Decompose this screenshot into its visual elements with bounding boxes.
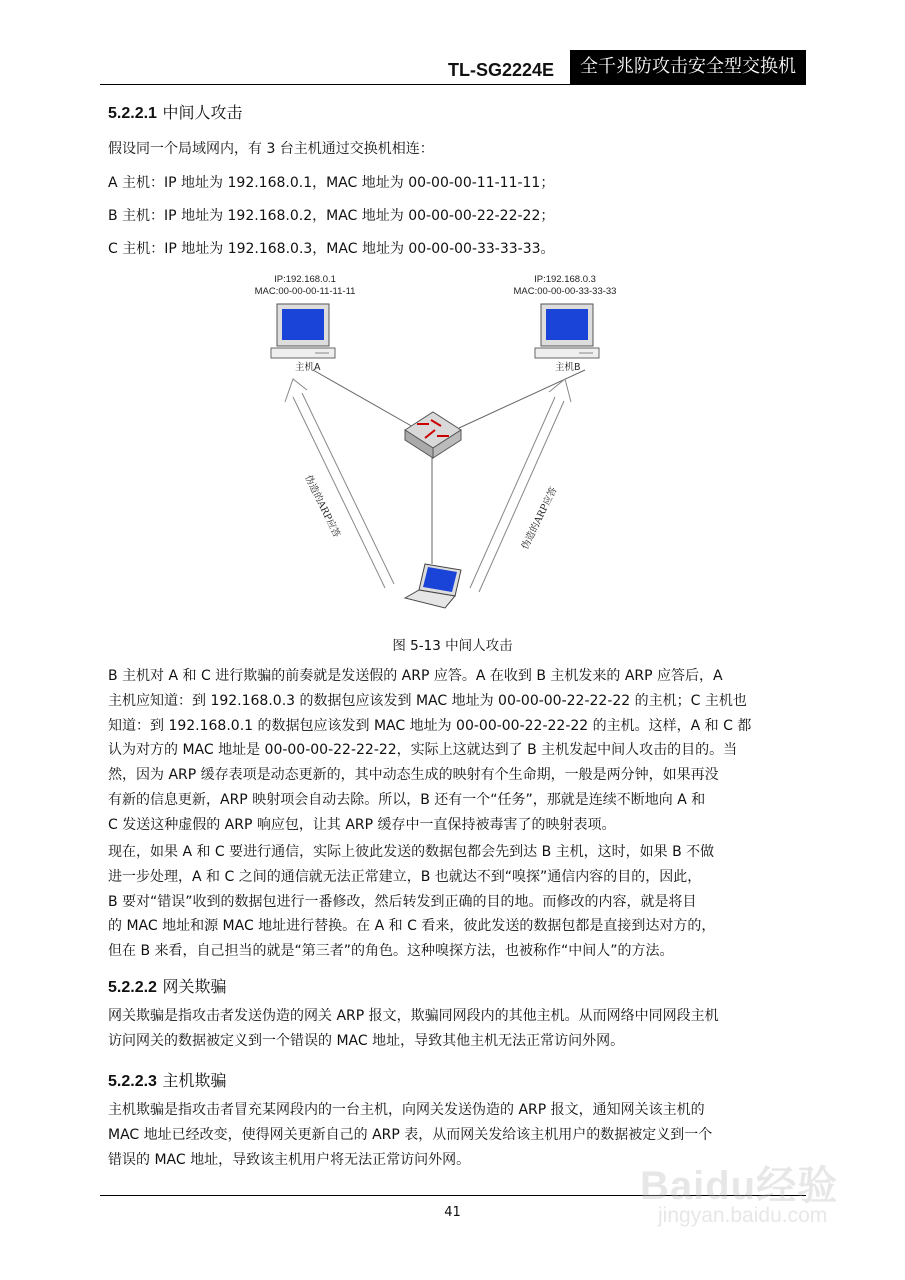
paragraph-line: C 发送这种虚假的 ARP 响应包，让其 ARP 缓存中一直保持被毒害了的映射表项。 xyxy=(108,816,616,833)
paragraph-line: 访问网关的数据被定义到一个错误的 MAC 地址，导致其他主机无法正常访问外网。 xyxy=(108,1032,625,1049)
mitm-diagram-svg xyxy=(254,262,645,622)
paragraph-line: 网关欺骗是指攻击者发送伪造的网关 ARP 报文，欺骗同网段内的其他主机。从而网络中同网段主机 xyxy=(108,1008,719,1024)
paragraph-line: MAC 地址已经改变，使得网关更新自己的 ARP 表，从而网关发给该主机用户的数据被定义到一个 xyxy=(108,1126,713,1143)
paragraph-line: 错误的 MAC 地址，导致该主机用户将无法正常访问外网。 xyxy=(108,1151,471,1168)
section-heading-mitm xyxy=(108,100,243,123)
paragraph-line: 知道：到 192.168.0.1 的数据包应该发到 MAC 地址为 00-00-00-22-22-22 的主机。这样，A 和 C 都 xyxy=(108,717,752,734)
paragraph-arp-spoof xyxy=(108,664,798,838)
laptop-b-icon xyxy=(405,564,461,608)
host-c-line: C 主机：IP 地址为 192.168.0.3，MAC 地址为 00-00-00-33-33-33。 xyxy=(108,241,555,257)
host-c-ip-label: IP:192.168.0.3 xyxy=(534,274,596,285)
section-heading-host xyxy=(108,1068,227,1091)
header-model: TL-SG2224E xyxy=(448,60,555,80)
watermark-url: jingyan.baidu.com xyxy=(658,1204,828,1227)
computer-c-icon xyxy=(535,304,599,358)
paragraph-line: 有新的信息更新，ARP 映射项会自动去除。所以，B 还有一个“任务”，那就是连续不断地向 A 和 xyxy=(108,791,706,808)
paragraph-sniffing xyxy=(108,840,798,964)
section-title: 中间人攻击 xyxy=(162,103,243,122)
paragraph-line: 主机应知道：到 192.168.0.3 的数据包应该发到 MAC 地址为 00-00-00-22-22-22 的主机；C 主机也 xyxy=(108,692,747,709)
arrow-right xyxy=(470,379,571,592)
intro-text: 假设同一个局域网内，有 3 台主机通过交换机相连： xyxy=(108,141,434,157)
host-a-mac-label: MAC:00-00-00-11-11-11 xyxy=(254,286,356,297)
header-divider xyxy=(100,84,806,85)
paragraph-line: 然，因为 ARP 缓存表项是动态更新的，其中动态生成的映射有个生命期，一般是两分钟，如果再没 xyxy=(108,767,719,784)
paragraph-line: 进一步处理，A 和 C 之间的通信就无法正常建立，B 也就达不到“嗅探”通信内容的目的，因此， xyxy=(108,868,702,885)
host-a-name-label: 主机A xyxy=(295,362,321,373)
host-a-ip-label: IP:192.168.0.1 xyxy=(274,274,336,285)
paragraph-line: 认为对方的 MAC 地址是 00-00-00-22-22-22，实际上这就达到了 B 主机发起中间人攻击的目的。当 xyxy=(108,742,738,759)
page-number: 41 xyxy=(444,1205,461,1220)
section-heading-gateway xyxy=(108,974,227,997)
paragraph-line: 现在，如果 A 和 C 要进行通信，实际上彼此发送的数据包都会先到达 B 主机，这时，如果 B 不做 xyxy=(108,844,715,860)
paragraph-line: B 主机对 A 和 C 进行欺骗的前奏就是发送假的 ARP 应答。A 在收到 B 主机发来的 ARP 应答后，A xyxy=(108,668,723,684)
paragraph-line: 的 MAC 地址和源 MAC 地址进行替换。在 A 和 C 看来，彼此发送的数据包都是直接到达对方的， xyxy=(108,918,716,935)
section-number: 5.2.2.3 xyxy=(108,1073,157,1090)
paragraph-line: B 要对“错误”收到的数据包进行一番修改，然后转发到正确的目的地。而修改的内容，就是将目 xyxy=(108,893,697,910)
host-c-name-label: 主机B xyxy=(555,362,581,373)
header-subtitle: 全千兆防攻击安全型交换机 xyxy=(570,50,806,84)
link-a-switch xyxy=(313,370,415,428)
arrow-left xyxy=(285,379,394,588)
host-a-line: A 主机：IP 地址为 192.168.0.1，MAC 地址为 00-00-00-11-11-11； xyxy=(108,175,555,191)
paragraph-line: 主机欺骗是指攻击者冒充某网段内的一台主机，向网关发送伪造的 ARP 报文，通知网关该主机的 xyxy=(108,1102,705,1118)
baidu-watermark xyxy=(640,1146,850,1246)
watermark-brand: Baidu经验 xyxy=(640,1164,839,1208)
figure-caption: 图 5-13 中间人攻击 xyxy=(392,638,513,654)
arrow-right-label: 伪造的ARP应答 xyxy=(519,485,560,552)
paragraph-line: 但在 B 来看，自己担当的就是“第三者”的角色。这种嗅探方法，也被称作“中间人”的方法。 xyxy=(108,943,674,960)
section-title: 主机欺骗 xyxy=(162,1071,227,1090)
section-number: 5.2.2.1 xyxy=(108,105,157,122)
arrow-left-label: 伪造的ARP应答 xyxy=(302,473,342,540)
section-title: 网关欺骗 xyxy=(162,977,227,996)
section-number: 5.2.2.2 xyxy=(108,979,157,996)
mitm-diagram xyxy=(254,262,645,622)
computer-a-icon xyxy=(271,304,335,358)
paragraph-gateway-spoof xyxy=(108,1004,798,1054)
host-c-mac-label: MAC:00-00-00-33-33-33 xyxy=(513,286,617,297)
link-c-switch xyxy=(459,370,585,428)
host-b-line: B 主机：IP 地址为 192.168.0.2，MAC 地址为 00-00-00-22-22-22； xyxy=(108,208,555,224)
switch-icon xyxy=(405,412,461,458)
